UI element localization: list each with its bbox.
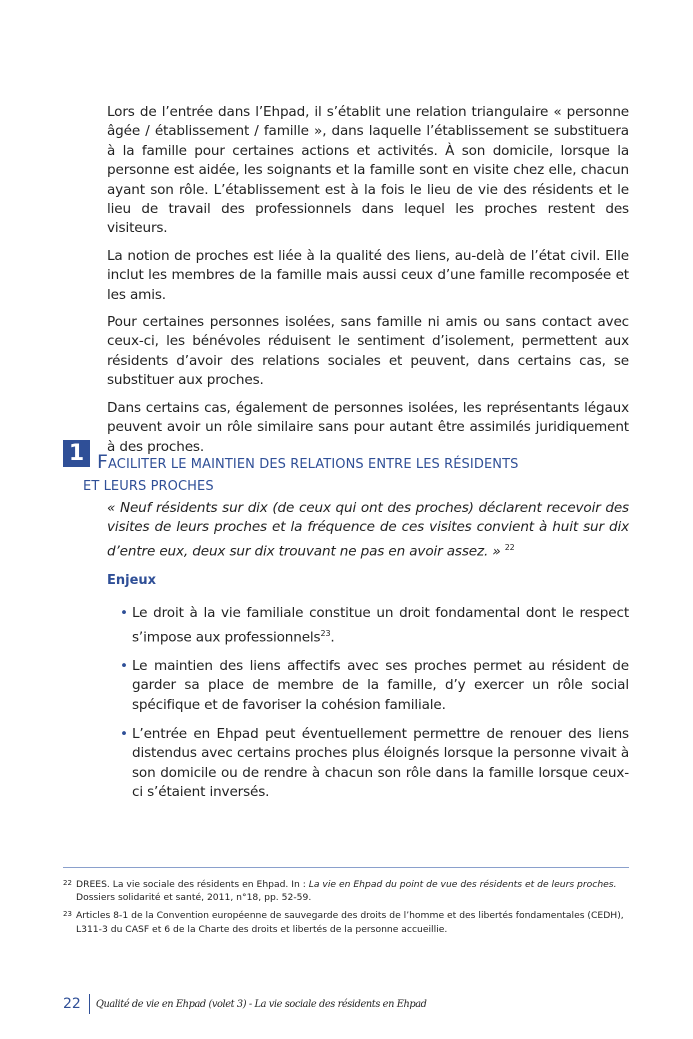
list-item xyxy=(120,604,629,648)
section-title-line-2: ET LEURS PROCHES xyxy=(83,479,214,494)
section-number-badge: 1 xyxy=(63,440,90,467)
bullet-text: Le maintien des liens affectifs avec ses proches permet au résident de garder sa place de membre de la famille, d’y exercer un rôle social spécifique et de favoriser la cohésion familiale. xyxy=(132,657,629,713)
list-item xyxy=(120,725,629,803)
footnote-separator xyxy=(63,867,629,868)
footnote-text-continued: Dossiers solidarité et santé, 2011, n°18, pp. 52-59. xyxy=(76,892,312,904)
footnote-ref-22: 22 xyxy=(504,542,515,552)
footnote-ref-23: 23 xyxy=(320,628,331,638)
footnote-23 xyxy=(63,908,631,935)
bullet-icon: • xyxy=(120,657,128,674)
intro-paragraph-3: Pour certaines personnes isolées, sans famille ni amis ou sans contact avec ceux-ci, les bénévoles réduisent le sentiment d’isolement, permettent aux résidents d’avoir des relations sociales et peuvent, dans certains cas, se substituer aux proches. xyxy=(107,314,629,389)
footnote-text: Articles 8-1 de la Convention européenne de sauvegarde des droits de l’homme et des libertés fondamentales (CEDH), xyxy=(76,910,624,922)
section-title-initial: F xyxy=(97,451,109,473)
subheading-enjeux: Enjeux xyxy=(107,573,157,588)
quote-text: « Neuf résidents sur dix (de ceux qui ont des proches) déclarent recevoir des visites de leurs proches et la fréquence de ces visites convient à huit sur dix d’entre eux, deux sur dix trouvant ne pas en avoir assez. » xyxy=(107,500,629,560)
bullet-text-end: . xyxy=(330,629,335,646)
page-footer xyxy=(63,994,427,1014)
footnotes xyxy=(63,877,631,940)
intro-paragraph-4: Dans certains cas, également de personnes isolées, les représentants légaux peuvent avoir un rôle similaire sans pour autant être assimilés juridiquement à des proches. xyxy=(107,399,629,455)
running-title: Qualité de vie en Ehpad (volet 3) - La vie sociale des résidents en Ehpad xyxy=(95,998,427,1010)
footnote-text: DREES. La vie sociale des résidents en Ehpad. In : xyxy=(76,879,309,890)
footnote-22 xyxy=(63,877,631,904)
footnote-number: 22 xyxy=(63,879,72,887)
list-item xyxy=(120,657,629,716)
footnote-text-continued: L311-3 du CASF et 6 de la Charte des droits et libertés de la personne accueillie. xyxy=(76,923,448,935)
section-title-line-1: ACILITER LE MAINTIEN DES RELATIONS ENTRE LES RÉSIDENTS xyxy=(108,457,519,472)
bullet-text: Le droit à la vie familiale constitue un droit fondamental dont le respect s’impose aux professionnels xyxy=(132,605,629,646)
survey-quote xyxy=(107,499,629,562)
intro-paragraph-2: La notion de proches est liée à la qualité des liens, au-delà de l’état civil. Elle inclut les membres de la famille mais aussi ceux d’une famille recomposée et les amis. xyxy=(107,247,629,303)
footnote-italic-title: La vie en Ehpad du point de vue des résidents et de leurs proches. xyxy=(308,879,617,890)
intro-paragraph-1: Lors de l’entrée dans l’Ehpad, il s’établit une relation triangulaire « personne âgée / établissement / famille », dans laquelle l’établissement se substituera à la famille pour certaines actions et activités. À son domicile, lorsque la personne est aidée, les soignants et la famille sont en visite chez elle, chacun ayant son rôle. L’établissement est à la fois le lieu de vie des résidents et le lieu de travail des professionnels dans lequel les proches restent des visiteurs. xyxy=(107,104,629,237)
page-number: 22 xyxy=(63,996,81,1012)
section-title xyxy=(83,451,597,498)
intro-text xyxy=(107,103,629,465)
footnote-number: 23 xyxy=(63,910,72,919)
enjeux-bullet-list xyxy=(120,604,629,812)
footer-divider xyxy=(89,994,90,1014)
bullet-icon: • xyxy=(120,605,128,621)
bullet-text: L’entrée en Ehpad peut éventuellement permettre de renouer des liens distendus avec certains proches plus éloignés lorsque la personne vivait à son domicile ou de rendre à chacun son rôle dans la famille lorsque ceux-ci s’étaient inversés. xyxy=(132,725,629,801)
bullet-icon: • xyxy=(120,725,128,742)
